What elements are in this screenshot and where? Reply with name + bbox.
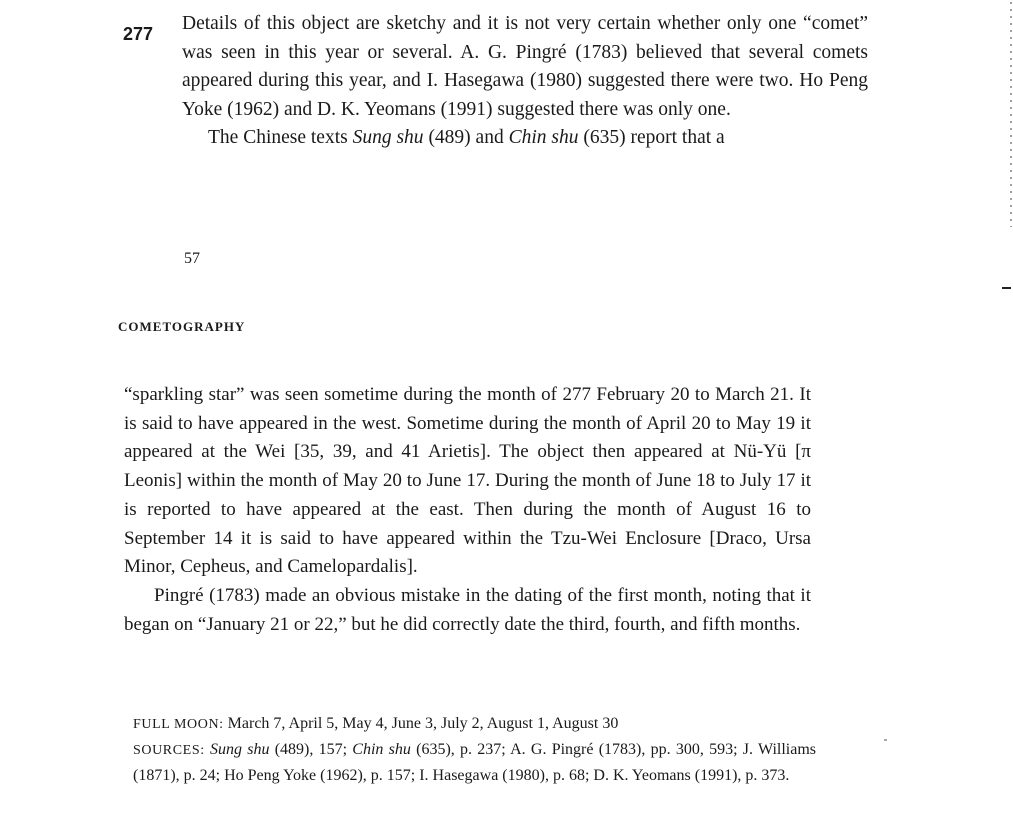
entry-continuation xyxy=(124,381,811,639)
intro-paragraph-continued xyxy=(182,124,868,153)
continuation-paragraph-pingre: Pingré (1783) made an obvious mistake in the dating of the first month, noting that it began on “January 21 or 22,” but he did correctly date the third, fourth, and fifth months. xyxy=(124,584,811,635)
page-number: 57 xyxy=(184,250,200,267)
text-title-sung-shu: Sung shu xyxy=(352,127,424,148)
text-fragment: (489) and xyxy=(423,127,509,148)
scan-edge-noise xyxy=(1010,2,1012,227)
full-moon-label: FULL MOON: xyxy=(133,717,224,732)
full-moon-note xyxy=(133,711,816,737)
entry-notes xyxy=(133,711,816,788)
running-head: COMETOGRAPHY xyxy=(118,319,246,334)
sources-label: SOURCES: xyxy=(133,743,205,758)
text-title-chin-shu: Chin shu xyxy=(508,127,579,148)
entry-intro xyxy=(182,10,868,153)
source-text: (489), 157; xyxy=(269,741,353,758)
scan-edge-mark xyxy=(1002,287,1011,289)
full-moon-dates: March 7, April 5, May 4, June 3, July 2, August 1, August 30 xyxy=(223,715,619,732)
source-sung-shu: Sung shu xyxy=(209,741,270,758)
scan-speck xyxy=(884,739,887,741)
intro-paragraph: Details of this object are sketchy and it is not very certain whether only one “comet” was seen in this year or several. A. G. Pingré (1783) believed that several comets appeared during this year, and I. Hasegawa (1980) suggested there were two. Ho Peng Yoke (1962) and D. K. Yeomans (1991) suggested there was only one. xyxy=(182,13,868,120)
sources-note xyxy=(133,737,816,788)
source-text: (635), p. 237; A. G. Pingré (1783), pp. 300, 593; J. Williams (1871), p. 24; Ho Peng Yoke (1962), p. 157; I. Hasegawa (1980), p. 68; D. K. Yeomans (1991), p. 373. xyxy=(133,741,817,784)
text-fragment: The Chinese texts xyxy=(208,127,353,148)
source-chin-shu: Chin shu xyxy=(352,741,411,758)
text-fragment: (635) report that a xyxy=(578,127,725,148)
continuation-paragraph: “sparkling star” was seen sometime during the month of 277 February 20 to March 21. It is said to have appeared in the west. Sometime during the month of April 20 to May 19 it appeared at the Wei [35, 39, and 41 Arietis]. The object then appeared at Nü-Yü [π Leonis] within the month of May 20 to June 17. During the month of June 18 to July 17 it is reported to have appeared at the east. Then during the month of August 16 to September 14 it is said to have appeared within the Tzu-Wei Enclosure [Draco, Ursa Minor, Cepheus, and Camelopardalis]. xyxy=(124,384,811,578)
entry-year: 277 xyxy=(123,24,154,44)
